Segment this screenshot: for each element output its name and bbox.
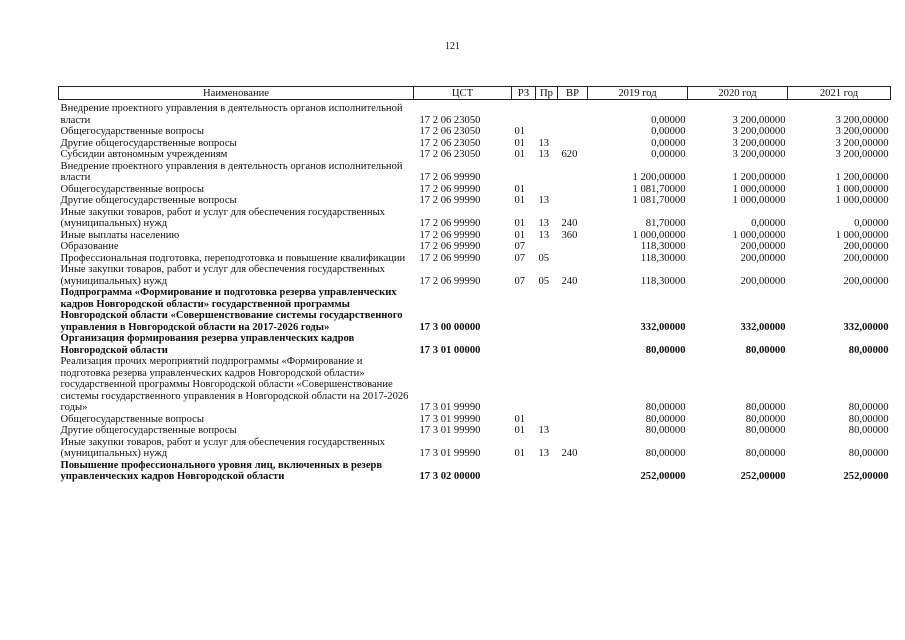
- cell-name: Повышение профессионального уровня лиц, включенных в резерв управленческих кадров Новгородской области: [60, 459, 383, 482]
- cell-rz: 01: [514, 448, 526, 459]
- cell-cst: 17 2 06 99990: [419, 275, 481, 287]
- table-row: [59, 149, 891, 161]
- cell-2019: 0,00000: [651, 114, 686, 126]
- cell-cst: 17 2 06 23050: [419, 126, 481, 137]
- table-row: [59, 253, 891, 265]
- cell-rz: 01: [514, 195, 526, 206]
- cell-2020: 200,00000: [740, 241, 786, 252]
- cell-2019: 118,30000: [640, 241, 686, 252]
- cell-2020: 332,00000: [740, 321, 786, 333]
- cell-cst: 17 2 06 99990: [419, 218, 481, 229]
- cell-name: Иные закупки товаров, работ и услуг для обеспечения государственных (муниципальных) нужд: [60, 264, 385, 287]
- table-row: [59, 460, 891, 483]
- cell-pr: 13: [538, 448, 550, 459]
- cell-2021: 252,00000: [843, 471, 889, 482]
- cell-2019: 252,00000: [640, 471, 686, 482]
- cell-2021: 3 200,00000: [835, 114, 889, 126]
- table-row: [59, 138, 891, 150]
- cell-2019: 80,00000: [645, 344, 686, 356]
- cell-pr: 13: [538, 195, 550, 206]
- cell-vr: 240: [561, 218, 578, 229]
- cell-2020: 80,00000: [745, 402, 786, 413]
- table-row: [59, 207, 891, 230]
- cell-name: Другие общегосударственные вопросы: [60, 137, 237, 149]
- table-body: [59, 100, 891, 483]
- cell-2020: 3 200,00000: [732, 149, 786, 160]
- cell-rz: [512, 460, 536, 483]
- cell-pr: 13: [538, 149, 550, 160]
- cell-2019: 80,00000: [645, 402, 686, 413]
- cell-rz: 07: [514, 275, 526, 287]
- cell-2020: 80,00000: [745, 344, 786, 356]
- cell-pr: [536, 414, 558, 426]
- cell-pr: [536, 333, 558, 356]
- table-row: [59, 241, 891, 253]
- cell-2019: 80,00000: [645, 413, 686, 425]
- cell-cst: 17 3 01 99990: [419, 413, 481, 425]
- cell-vr: [558, 287, 588, 333]
- cell-2019: 1 000,00000: [632, 229, 686, 241]
- cell-name: Общегосударственные вопросы: [60, 183, 204, 195]
- table-row: [59, 414, 891, 426]
- cell-name: Внедрение проектного управления в деятельность органов исполнительной власти: [60, 160, 403, 183]
- cell-name: Другие общегосударственные вопросы: [60, 195, 237, 206]
- cell-vr: [558, 161, 588, 184]
- cell-rz: 07: [514, 252, 526, 264]
- header-row: [59, 87, 891, 100]
- cell-pr: [536, 356, 558, 414]
- cell-2019: 1 200,00000: [632, 172, 686, 183]
- cell-2020: 1 200,00000: [732, 172, 786, 183]
- cell-rz: [512, 161, 536, 184]
- cell-2019: 332,00000: [640, 321, 686, 333]
- cell-name: Иные закупки товаров, работ и услуг для обеспечения государственных (муниципальных) нужд: [60, 206, 385, 229]
- table-row: [59, 126, 891, 138]
- cell-rz: 01: [514, 126, 526, 137]
- column-header-cst: ЦСТ: [414, 87, 512, 100]
- cell-cst: 17 3 02 00000: [419, 471, 481, 482]
- cell-2020: 200,00000: [740, 252, 786, 264]
- table-row: [59, 437, 891, 460]
- cell-name: Иные закупки товаров, работ и услуг для обеспечения государственных (муниципальных) нужд: [60, 436, 385, 459]
- cell-rz: [512, 333, 536, 356]
- cell-vr: [558, 414, 588, 426]
- cell-name: Общегосударственные вопросы: [60, 413, 204, 425]
- cell-2021: 200,00000: [843, 241, 889, 252]
- cell-cst: 17 2 06 99990: [419, 229, 481, 241]
- cell-2019: 118,30000: [640, 275, 686, 287]
- cell-2021: 0,00000: [854, 218, 889, 229]
- cell-cst: 17 2 06 23050: [419, 114, 481, 126]
- table-row: [59, 287, 891, 333]
- cell-rz: [512, 356, 536, 414]
- cell-2021: 3 200,00000: [835, 149, 889, 160]
- cell-pr: [536, 287, 558, 333]
- cell-rz: 01: [514, 149, 526, 160]
- cell-2020: 3 200,00000: [732, 126, 786, 137]
- cell-rz: [512, 287, 536, 333]
- cell-rz: 07: [514, 241, 526, 252]
- cell-vr: [558, 138, 588, 150]
- cell-vr: [558, 103, 588, 126]
- cell-2021: 1 000,00000: [835, 229, 889, 241]
- cell-2020: 1 000,00000: [732, 195, 786, 206]
- cell-2020: 200,00000: [740, 275, 786, 287]
- cell-2019: 0,00000: [651, 126, 686, 137]
- cell-2019: 80,00000: [645, 448, 686, 459]
- cell-2020: 80,00000: [745, 413, 786, 425]
- cell-name: Реализация прочих мероприятий подпрограммы «Формирование и подготовка резерва управленческих кадров Новгородской области» государственной программы Новгородской области «Совершенствование системы государственного управления в Новгородской области на 2017-2026 годы»: [60, 356, 409, 413]
- cell-vr: [558, 195, 588, 207]
- cell-cst: 17 3 01 99990: [419, 448, 481, 459]
- table-row: [59, 264, 891, 287]
- column-header-2021: 2021 год: [788, 87, 891, 100]
- column-header-rz: РЗ: [512, 87, 536, 100]
- cell-cst: 17 2 06 99990: [419, 241, 481, 252]
- page-number: 121: [445, 41, 460, 52]
- cell-2021: 3 200,00000: [835, 137, 889, 149]
- cell-pr: 13: [538, 425, 550, 436]
- column-header-2020: 2020 год: [688, 87, 788, 100]
- cell-cst: 17 3 01 99990: [419, 402, 481, 413]
- cell-2021: 80,00000: [848, 344, 889, 356]
- cell-name: Профессиональная подготовка, переподготовка и повышение квалификации: [60, 252, 406, 264]
- cell-2019: 0,00000: [651, 137, 686, 149]
- cell-vr: [558, 253, 588, 265]
- cell-rz: 01: [514, 183, 526, 195]
- cell-name: Подпрограмма «Формирование и подготовка резерва управленческих кадров Новгородской области» государственной программы Новгородской области «Совершенствование системы государственного управления в Новгородской области на 2017-2026 годы»: [60, 287, 403, 333]
- cell-vr: [558, 425, 588, 437]
- cell-cst: 17 3 01 00000: [419, 344, 481, 356]
- table-row: [59, 161, 891, 184]
- cell-name: Внедрение проектного управления в деятельность органов исполнительной власти: [60, 103, 403, 126]
- cell-pr: [536, 241, 558, 253]
- cell-vr: 620: [561, 149, 578, 160]
- cell-cst: 17 2 06 99990: [419, 195, 481, 206]
- cell-cst: 17 2 06 23050: [419, 137, 481, 149]
- cell-name: Субсидии автономным учреждениям: [60, 149, 228, 160]
- table-row: [59, 184, 891, 196]
- cell-name: Организация формирования резерва управленческих кадров Новгородской области: [60, 333, 355, 356]
- cell-2021: 200,00000: [843, 275, 889, 287]
- table-header: [59, 87, 891, 100]
- cell-2021: 1 000,00000: [835, 195, 889, 206]
- cell-cst: 17 2 06 99990: [419, 172, 481, 183]
- cell-2019: 1 081,70000: [632, 183, 686, 195]
- table-row: [59, 425, 891, 437]
- cell-2021: 3 200,00000: [835, 126, 889, 137]
- cell-pr: 05: [538, 252, 550, 264]
- cell-name: Другие общегосударственные вопросы: [60, 425, 237, 436]
- cell-vr: 240: [561, 275, 578, 287]
- cell-2020: 0,00000: [751, 218, 786, 229]
- cell-rz: 01: [514, 229, 526, 241]
- cell-vr: 240: [561, 448, 578, 459]
- table-row: [59, 356, 891, 414]
- cell-2020: 3 200,00000: [732, 114, 786, 126]
- cell-2019: 118,30000: [640, 252, 686, 264]
- cell-2020: 80,00000: [745, 448, 786, 459]
- cell-cst: 17 2 06 23050: [419, 149, 481, 160]
- cell-rz: [512, 103, 536, 126]
- cell-pr: [536, 184, 558, 196]
- budget-table: [58, 86, 891, 483]
- cell-vr: 360: [561, 229, 578, 241]
- cell-vr: [558, 126, 588, 138]
- cell-2019: 81,70000: [645, 218, 686, 229]
- cell-cst: 17 2 06 99990: [419, 183, 481, 195]
- cell-name: Общегосударственные вопросы: [60, 126, 204, 137]
- cell-2021: 1 200,00000: [835, 172, 889, 183]
- cell-rz: 01: [514, 137, 526, 149]
- table-row: [59, 195, 891, 207]
- cell-2021: 1 000,00000: [835, 183, 889, 195]
- cell-pr: 13: [538, 229, 550, 241]
- cell-pr: [536, 126, 558, 138]
- cell-cst: 17 3 01 99990: [419, 425, 481, 436]
- cell-2020: 80,00000: [745, 425, 786, 436]
- cell-cst: 17 3 00 00000: [419, 321, 481, 333]
- cell-2019: 80,00000: [645, 425, 686, 436]
- cell-vr: [558, 333, 588, 356]
- cell-name: Образование: [60, 241, 119, 252]
- cell-vr: [558, 241, 588, 253]
- cell-rz: 01: [514, 425, 526, 436]
- cell-name: Иные выплаты населению: [60, 229, 180, 241]
- cell-2019: 0,00000: [651, 149, 686, 160]
- column-header-name: Наименование: [59, 87, 414, 100]
- cell-2021: 80,00000: [848, 448, 889, 459]
- table-row: [59, 333, 891, 356]
- column-header-pr: Пр: [536, 87, 558, 100]
- cell-vr: [558, 460, 588, 483]
- cell-pr: 05: [538, 275, 550, 287]
- table-row: [59, 103, 891, 126]
- cell-2021: 332,00000: [843, 321, 889, 333]
- cell-cst: 17 2 06 99990: [419, 252, 481, 264]
- table-row: [59, 230, 891, 242]
- cell-rz: 01: [514, 218, 526, 229]
- cell-rz: 01: [514, 413, 526, 425]
- cell-2021: 80,00000: [848, 413, 889, 425]
- cell-vr: [558, 184, 588, 196]
- cell-2021: 80,00000: [848, 402, 889, 413]
- cell-vr: [558, 356, 588, 414]
- cell-2021: 80,00000: [848, 425, 889, 436]
- cell-2020: 252,00000: [740, 471, 786, 482]
- cell-pr: [536, 460, 558, 483]
- cell-2021: 200,00000: [843, 252, 889, 264]
- cell-2020: 1 000,00000: [732, 229, 786, 241]
- cell-pr: [536, 161, 558, 184]
- column-header-vr: ВР: [558, 87, 588, 100]
- cell-pr: 13: [538, 137, 550, 149]
- cell-2020: 1 000,00000: [732, 183, 786, 195]
- cell-pr: 13: [538, 218, 550, 229]
- column-header-2019: 2019 год: [588, 87, 688, 100]
- cell-pr: [536, 103, 558, 126]
- cell-2020: 3 200,00000: [732, 137, 786, 149]
- cell-2019: 1 081,70000: [632, 195, 686, 206]
